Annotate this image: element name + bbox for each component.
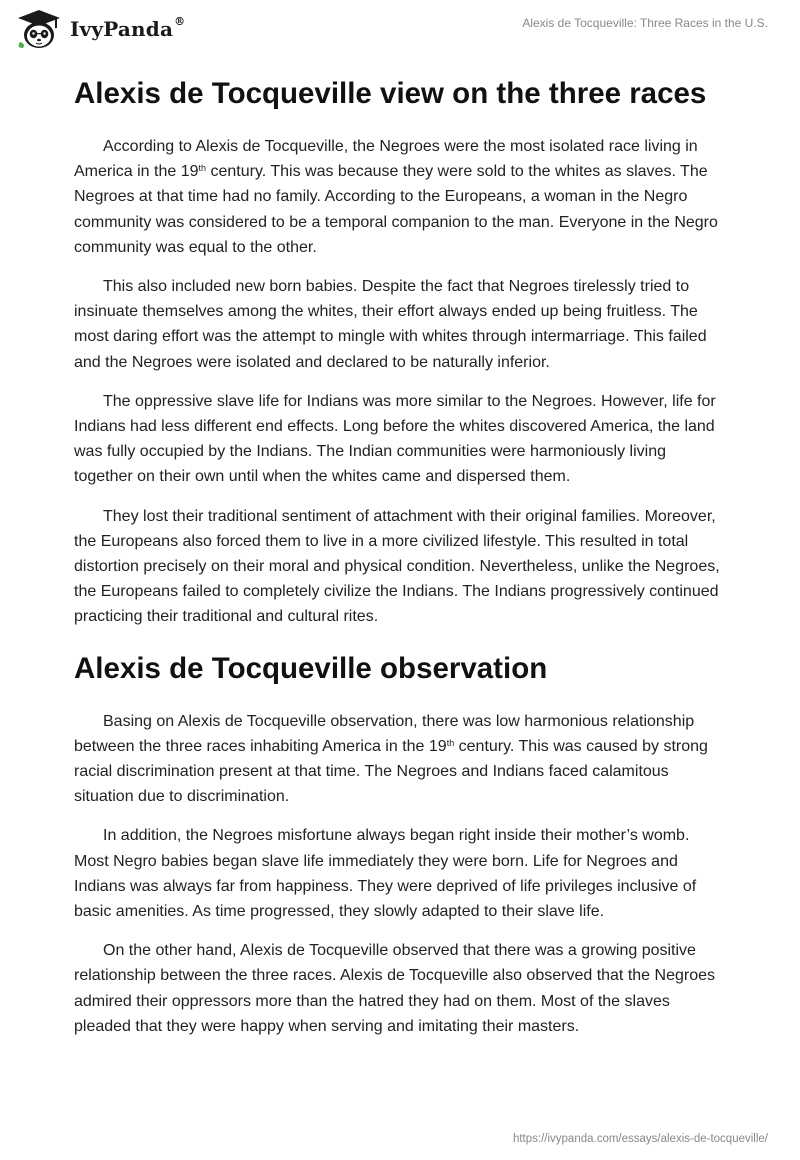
paragraph: The oppressive slave life for Indians was more similar to the Negroes. However, life for Indians had less different end effects. Long before the whites discovered America, the land was fully occupied by the Indians. The Indian communities were harmoniously living together on their own until when the whites came and dispersed them. xyxy=(74,392,716,486)
essay-content xyxy=(74,70,726,1039)
paragraph: On the other hand, Alexis de Tocqueville observed that there was a growing positive relationship between the three races. Alexis de Tocqueville also observed that the Negroes admired their oppressors more than the hatred they had on them. Most of the slaves pleaded that they were happy when serving and imitating their masters. xyxy=(74,942,715,1035)
paragraph: According to Alexis de Tocqueville, the Negroes were the most isolated race living in America in the 19th century. This was because they were sold to the whites as slaves. The Negroes at that time had no family. According to the Europeans, a woman in the Negro community was considered to be a temporal companion to the man. Everyone in the Negro community was equal to the other. xyxy=(74,138,718,256)
paragraph: They lost their traditional sentiment of attachment with their original families. Moreover, the Europeans also forced them to live in a more civilized lifestyle. This resulted in total distortion precisely on their moral and physical condition. Nevertheless, unlike the Negroes, the Europeans failed to completely civilize the Indians. The Indians progressively continued practicing their traditional and cultural rites. xyxy=(74,507,720,626)
brand-logo[interactable] xyxy=(14,8,185,50)
panda-logo-icon xyxy=(14,8,64,50)
page-header xyxy=(0,0,800,60)
paragraph: Basing on Alexis de Tocqueville observation, there was low harmonious relationship between the three races inhabiting America in the 19th century. This was caused by strong racial discrimination present at that time. The Negroes and Indians faced calamitous situation due to discrimination. xyxy=(74,712,708,806)
section-heading-observation: Alexis de Tocqueville observation xyxy=(74,651,548,685)
document-title: Alexis de Tocqueville: Three Races in the U.S. xyxy=(522,16,768,30)
paragraph: This also included new born babies. Despite the fact that Negroes tirelessly tried to insinuate themselves among the whites, their effort always ended up being fruitless. The most daring effort was the attempt to mingle with whites through intermarriage. This failed and the Negroes were isolated and declared to be naturally inferior. xyxy=(74,278,707,371)
section-heading-three-races: Alexis de Tocqueville view on the three races xyxy=(74,77,707,110)
brand-name: IvyPanda® xyxy=(70,15,186,41)
source-url-link[interactable]: https://ivypanda.com/essays/alexis-de-tocqueville/ xyxy=(512,1133,768,1145)
paragraph: In addition, the Negroes misfortune always began right inside their mother’s womb. Most Negro babies began slave life immediately they were born. Life for Negroes and Indians was always far from happiness. They were deprived of life privileges inclusive of basic amenities. As time progressed, they slowly adapted to their slave life. xyxy=(74,827,697,921)
